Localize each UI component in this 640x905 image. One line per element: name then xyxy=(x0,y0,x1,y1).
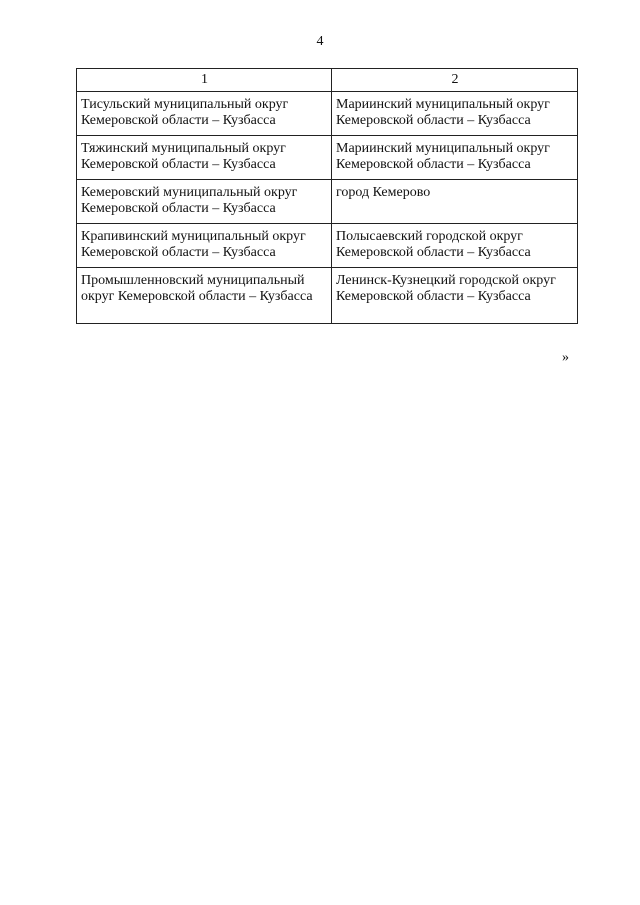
table-row xyxy=(77,268,578,324)
table-cell: Полысаевский городской округ Кемеровской области – Кузбасса xyxy=(332,224,578,268)
table-cell: Мариинский муниципальный округ Кемеровской области – Кузбасса xyxy=(332,136,578,180)
table-cell: Кемеровский муниципальный округ Кемеровской области – Кузбасса xyxy=(77,180,332,224)
table-cell: Тисульский муниципальный округ Кемеровской области – Кузбасса xyxy=(77,92,332,136)
page-number: 4 xyxy=(316,34,324,49)
closing-quote-mark: » xyxy=(562,350,569,365)
table-row xyxy=(77,92,578,136)
districts-table xyxy=(76,68,578,324)
column-header-2: 2 xyxy=(332,69,578,92)
table-header-row xyxy=(77,69,578,92)
table-cell: Промышленновский муниципальный округ Кемеровской области – Кузбасса xyxy=(77,268,332,324)
table-row xyxy=(77,224,578,268)
table-cell: Мариинский муниципальный округ Кемеровской области – Кузбасса xyxy=(332,92,578,136)
table-cell: Ленинск-Кузнецкий городской округ Кемеровской области – Кузбасса xyxy=(332,268,578,324)
table-row xyxy=(77,136,578,180)
table-cell: Тяжинский муниципальный округ Кемеровской области – Кузбасса xyxy=(77,136,332,180)
column-header-1: 1 xyxy=(77,69,332,92)
table-row xyxy=(77,180,578,224)
table-cell: Крапивинский муниципальный округ Кемеровской области – Кузбасса xyxy=(77,224,332,268)
table-cell: город Кемерово xyxy=(332,180,578,224)
